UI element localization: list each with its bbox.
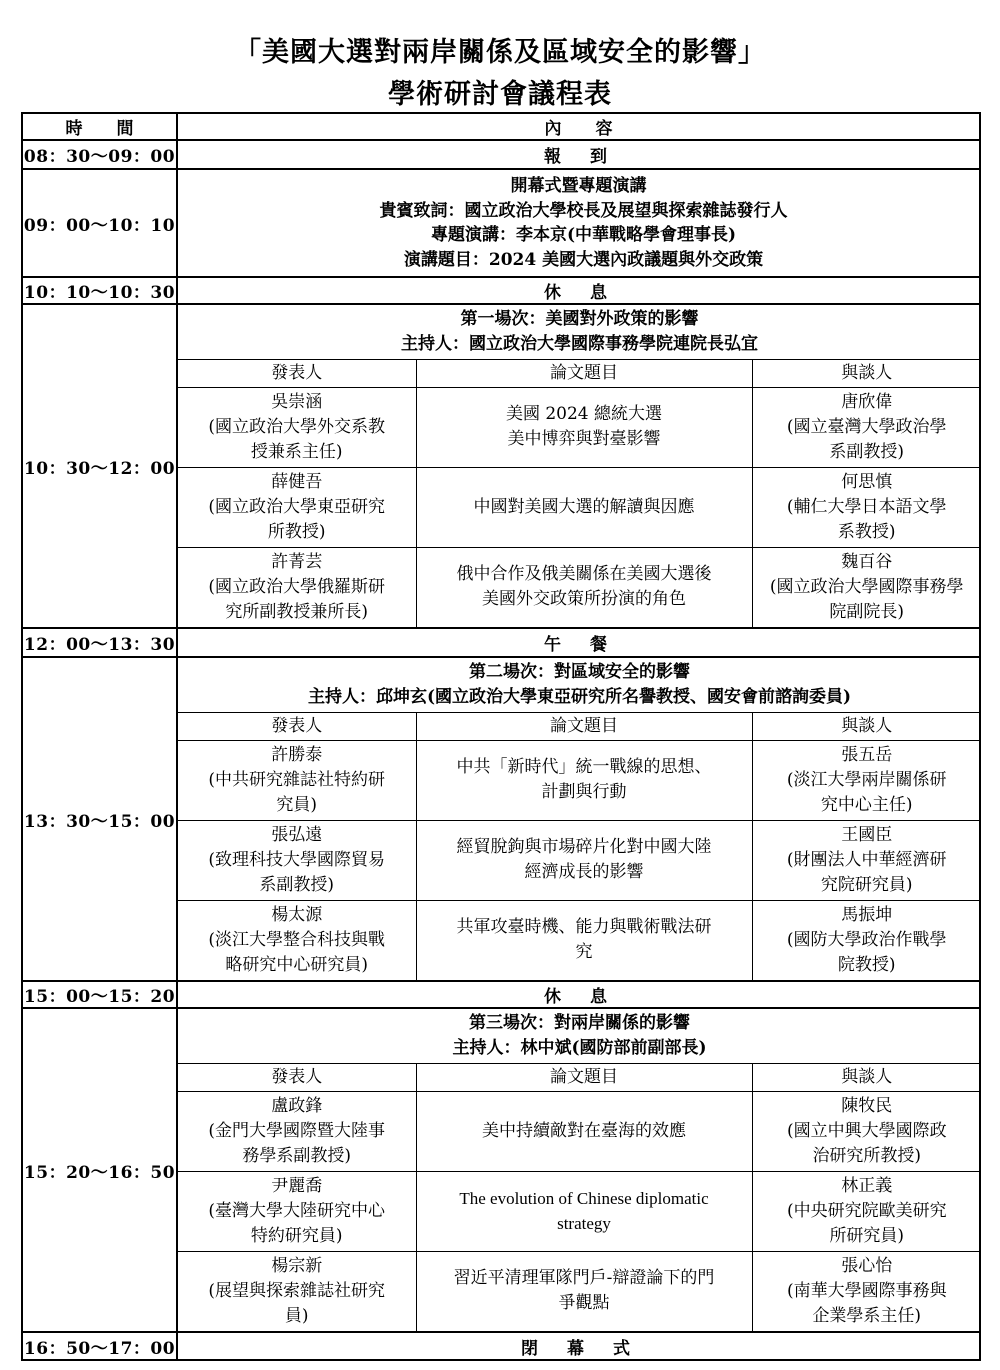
session-2-time: 13：30～15：00: [22, 657, 177, 981]
presenter-cell: 許勝泰 (中共研究雜誌社特約研 究員): [178, 740, 416, 820]
session-1-title: 第一場次：美國對外政策的影響: [460, 308, 699, 329]
session-3-time: 15：20～16：50: [22, 1008, 177, 1332]
opening-time: 09：00～10：10: [22, 169, 177, 277]
discussant-cell: 魏百谷 (國立政治大學國際事務學 院副院長): [752, 547, 981, 627]
checkin-text: 報 到: [177, 140, 980, 169]
table-row: [178, 740, 981, 820]
opening-row: [22, 169, 980, 277]
session-3-row: [22, 1008, 980, 1332]
presenter-cell: 張弘遠 (致理科技大學國際貿易 系副教授): [178, 820, 416, 900]
discussant-cell: 馬振坤 (國防大學政治作戰學 院教授): [752, 900, 981, 980]
table-row: [178, 467, 981, 547]
opening-line-1: 貴賓致詞：國立政治大學校長及展望與探索雜誌發行人: [379, 200, 788, 221]
opening-title: 開幕式暨專題演講: [510, 176, 647, 196]
presenter-cell: 盧政鋒 (金門大學國際暨大陸事 務學系副教授): [178, 1091, 416, 1171]
checkin-row: [22, 140, 980, 169]
col-topic: 論文題目: [416, 712, 752, 740]
presenter-cell: 楊太源 (淡江大學整合科技與戰 略研究中心研究員): [178, 900, 416, 980]
col-discussant: 與談人: [752, 359, 981, 387]
session-3-title: 第三場次：對兩岸關係的影響: [469, 1012, 691, 1033]
discussant-cell: 陳牧民 (國立中興大學國際政 治研究所教授): [752, 1091, 981, 1171]
table-row: [178, 387, 981, 467]
break2-time: 15：00～15：20: [22, 981, 177, 1008]
session-2-row: [22, 657, 980, 981]
break1-time: 10：10～10：30: [22, 277, 177, 304]
topic-cell: 中國對美國大選的解讀與因應: [416, 467, 752, 547]
session-1-row: [22, 304, 980, 628]
col-presenter: 發表人: [178, 712, 416, 740]
header-time: 時 間: [22, 113, 177, 140]
session-2-table: [178, 658, 981, 980]
topic-cell: The evolution of Chinese diplomatic strategy: [416, 1171, 752, 1251]
session-1-time: 10：30～12：00: [22, 304, 177, 628]
topic-cell: 共軍攻臺時機、能力與戰術戰法研 究: [416, 900, 752, 980]
agenda-table: [21, 112, 981, 1361]
topic-cell: 美國 2024 總統大選 美中博弈與對臺影響: [416, 387, 752, 467]
table-row: [178, 1091, 981, 1171]
topic-cell: 中共「新時代」統一戰線的思想、 計劃與行動: [416, 740, 752, 820]
closing-row: [22, 1332, 980, 1360]
session-3-host: 主持人：林中斌(國防部前副部長): [452, 1037, 707, 1058]
document-subtitle: 學術研討會議程表: [388, 79, 612, 110]
table-row: [178, 820, 981, 900]
table-header-row: [22, 113, 980, 140]
header-content: 內 容: [177, 113, 980, 140]
presenter-cell: 許菁芸 (國立政治大學俄羅斯研 究所副教授兼所長): [178, 547, 416, 627]
discussant-cell: 林正義 (中央研究院歐美研究 所研究員): [752, 1171, 981, 1251]
discussant-cell: 張五岳 (淡江大學兩岸關係研 究中心主任): [752, 740, 981, 820]
col-presenter: 發表人: [178, 359, 416, 387]
table-row: [178, 1171, 981, 1251]
table-row: [178, 1251, 981, 1331]
topic-cell: 經貿脫鉤與市場碎片化對中國大陸 經濟成長的影響: [416, 820, 752, 900]
break-row-2: [22, 981, 980, 1008]
document-title: 「美國大選對兩岸關係及區域安全的影響」: [234, 37, 766, 68]
presenter-cell: 楊宗新 (展望與探索雜誌社研究 員): [178, 1251, 416, 1331]
lunch-row: [22, 628, 980, 657]
presenter-cell: 吳崇涵 (國立政治大學外交系教 授兼系主任): [178, 387, 416, 467]
session-2-host: 主持人：邱坤玄(國立政治大學東亞研究所名譽教授、國安會前諮詢委員): [307, 686, 852, 707]
break1-text: 休 息: [177, 277, 980, 304]
closing-time: 16：50～17：00: [22, 1332, 177, 1360]
col-topic: 論文題目: [416, 1063, 752, 1091]
checkin-time: 08：30～09：00: [22, 140, 177, 169]
session-1-table: [178, 305, 981, 627]
table-row: [178, 547, 981, 627]
session-3-table: [178, 1009, 981, 1331]
table-row: [178, 900, 981, 980]
closing-text: 閉 幕 式: [177, 1332, 980, 1360]
topic-cell: 俄中合作及俄美關係在美國大選後 美國外交政策所扮演的角色: [416, 547, 752, 627]
col-presenter: 發表人: [178, 1063, 416, 1091]
session-2-title: 第二場次：對區域安全的影響: [469, 661, 690, 682]
col-discussant: 與談人: [752, 1063, 981, 1091]
discussant-cell: 唐欣偉 (國立臺灣大學政治學 系副教授): [752, 387, 981, 467]
discussant-cell: 何思慎 (輔仁大學日本語文學 系教授): [752, 467, 981, 547]
discussant-cell: 王國臣 (財團法人中華經濟研 究院研究員): [752, 820, 981, 900]
opening-block: [178, 174, 979, 272]
topic-cell: 美中持續敵對在臺海的效應: [416, 1091, 752, 1171]
lunch-text: 午 餐: [177, 628, 980, 657]
break-row-1: [22, 277, 980, 304]
col-discussant: 與談人: [752, 712, 981, 740]
col-topic: 論文題目: [416, 359, 752, 387]
topic-cell: 習近平清理軍隊門戶-辯證論下的門 爭觀點: [416, 1251, 752, 1331]
discussant-cell: 張心怡 (南華大學國際事務與 企業學系主任): [752, 1251, 981, 1331]
lunch-time: 12：00～13：30: [22, 628, 177, 657]
opening-line-3: 演講題目：2024 美國大選內政議題與外交政策: [403, 249, 764, 270]
presenter-cell: 薛健吾 (國立政治大學東亞研究 所教授): [178, 467, 416, 547]
session-1-host: 主持人：國立政治大學國際事務學院連院長弘宜: [401, 333, 758, 354]
presenter-cell: 尹麗喬 (臺灣大學大陸研究中心 特約研究員): [178, 1171, 416, 1251]
break2-text: 休 息: [177, 981, 980, 1008]
opening-line-2: 專題演講：李本京(中華戰略學會理事長): [430, 225, 737, 245]
